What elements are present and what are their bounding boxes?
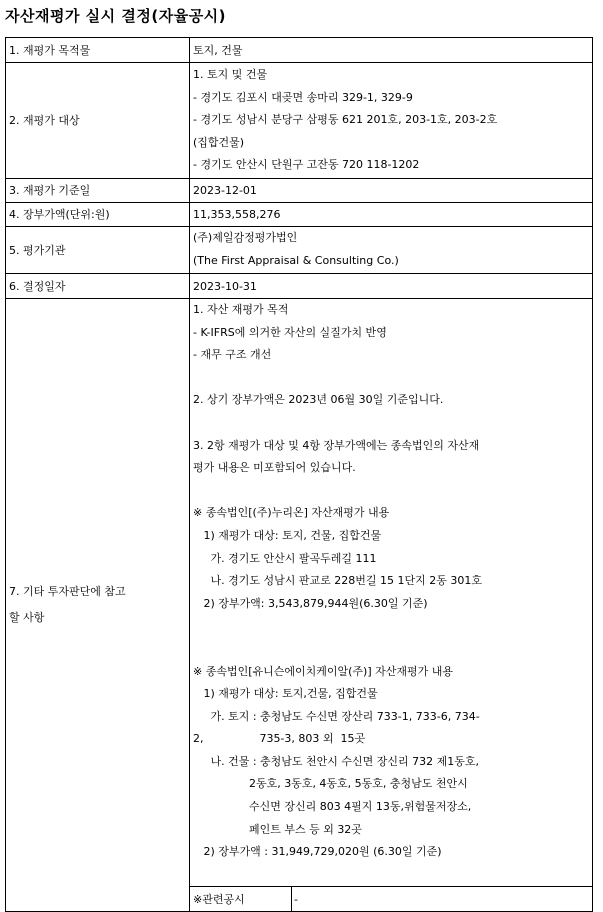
table-row bbox=[6, 63, 593, 179]
text-line: 1. 토지 및 건물 bbox=[193, 68, 268, 82]
text-line: 3. 2항 재평가 대상 및 4항 장부가액에는 종속법인의 자산재 bbox=[193, 438, 480, 452]
row-label-line-2: 할 사항 bbox=[9, 610, 45, 624]
row-value bbox=[190, 227, 593, 274]
text-line: 가. 경기도 안산시 팔곡두레길 111 bbox=[193, 551, 377, 565]
page-title: 자산재평가 실시 결정(자율공시) bbox=[5, 7, 227, 25]
text-line: 가. 토지 : 충청남도 수신면 장산리 733-1, 733-6, 734- bbox=[193, 709, 480, 723]
row-label: 3. 재평가 기준일 bbox=[6, 179, 190, 203]
text-line: 1. 자산 재평가 목적 bbox=[193, 303, 289, 316]
row-label: 4. 장부가액(단위:원) bbox=[6, 203, 190, 227]
blank-line bbox=[193, 412, 590, 435]
related-disclosure-label: ※관련공시 bbox=[190, 887, 292, 911]
blank-line bbox=[193, 615, 590, 638]
row-value bbox=[190, 63, 593, 179]
text-line: 나. 건물 : 충청남도 천안시 수신면 장신리 732 제1동호, bbox=[193, 754, 480, 768]
blank-line bbox=[193, 367, 590, 390]
text-line: (주)제일감정평가법인 bbox=[193, 231, 298, 245]
table-row bbox=[6, 179, 593, 203]
table-row bbox=[6, 299, 593, 912]
text-line: ※ 종속법인[유니슨에이치케이알(주)] 자산재평가 내용 bbox=[193, 664, 454, 678]
text-line: 수신면 장신리 803 4필지 13동,위험물저장소, bbox=[193, 800, 472, 814]
text-line: - 재무 구조 개선 bbox=[193, 348, 272, 362]
row-label-line-1: 7. 기타 투자판단에 참고 bbox=[9, 584, 126, 598]
text-line: 1) 재평가 대상: 토지,건물, 집합건물 bbox=[193, 687, 378, 701]
table-row bbox=[6, 38, 593, 63]
row-label: 6. 결정일자 bbox=[6, 274, 190, 299]
text-line: - 경기도 성남시 분당구 삼평동 621 201호, 203-1호, 203-2호 bbox=[193, 113, 498, 127]
text-line: 나. 경기도 성남시 판교로 228번길 15 1단지 2동 301호 bbox=[193, 574, 482, 588]
row-label bbox=[6, 299, 190, 912]
related-disclosure-value: - bbox=[294, 892, 298, 906]
text-line: (집합건물) bbox=[193, 135, 245, 149]
table-row bbox=[190, 887, 592, 911]
text-line: 2동호, 3동호, 4동호, 5동호, 충청남도 천안시 bbox=[193, 777, 468, 791]
text-line: 2) 장부가액: 3,543,879,944원(6.30일 기준) bbox=[193, 596, 428, 610]
row-value bbox=[190, 299, 593, 912]
text-line: - 경기도 김포시 대곶면 송마리 329-1, 329-9 bbox=[193, 90, 413, 104]
row-value: 토지, 건물 bbox=[190, 38, 593, 63]
text-line: 2. 상기 장부가액은 2023년 06월 30일 기준입니다. bbox=[193, 393, 444, 407]
row-value: 2023-10-31 bbox=[190, 274, 593, 299]
text-line: 2, 735-3, 803 외 15곳 bbox=[193, 732, 366, 746]
table-row bbox=[6, 274, 593, 299]
blank-line bbox=[193, 864, 590, 887]
text-line: 페인트 부스 등 외 32곳 bbox=[193, 822, 362, 836]
text-line: - 경기도 안산시 단원구 고잔동 720 118-1202 bbox=[193, 158, 420, 172]
disclosure-table bbox=[5, 37, 593, 912]
row-value: 2023-12-01 bbox=[190, 179, 593, 203]
text-line: - K-IFRS에 의거한 자산의 실질가치 반영 bbox=[193, 325, 387, 339]
table-row bbox=[6, 227, 593, 274]
row-label: 2. 재평가 대상 bbox=[6, 63, 190, 179]
text-line: 2) 장부가액 : 31,949,729,020원 (6.30일 기준) bbox=[193, 845, 442, 859]
row-label: 5. 평가기관 bbox=[6, 227, 190, 274]
text-line: 평가 내용은 미포함되어 있습니다. bbox=[193, 461, 356, 475]
table-row bbox=[6, 203, 593, 227]
text-line: (The First Appraisal & Consulting Co.) bbox=[193, 254, 399, 267]
blank-line bbox=[193, 638, 590, 661]
row-label: 1. 재평가 목적물 bbox=[6, 38, 190, 63]
related-disclosure-table bbox=[190, 886, 592, 911]
row-value: 11,353,558,276 bbox=[190, 203, 593, 227]
text-line: ※ 종속법인[(주)누리온] 자산재평가 내용 bbox=[193, 506, 390, 520]
text-line: 1) 재평가 대상: 토지, 건물, 집합건물 bbox=[193, 528, 382, 542]
blank-line bbox=[193, 480, 590, 503]
